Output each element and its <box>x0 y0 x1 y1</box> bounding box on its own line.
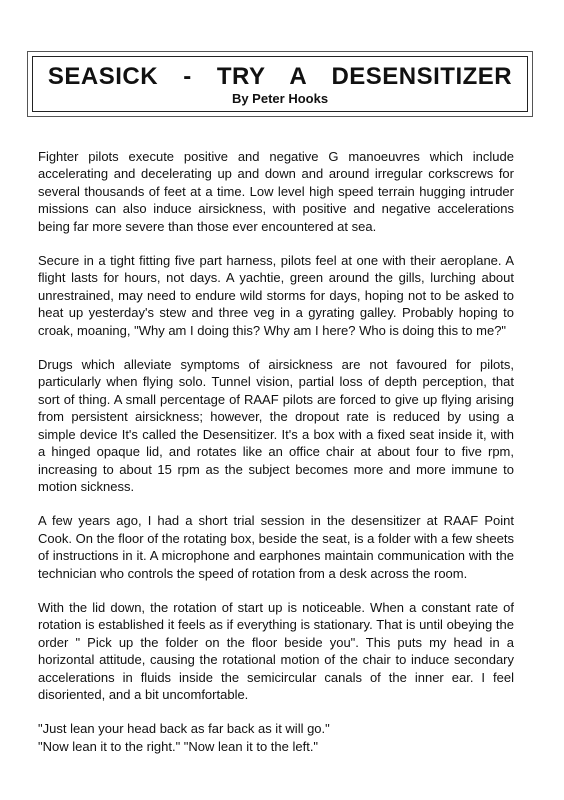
quote-1: "Just lean your head back as far back as it will go." <box>38 721 330 737</box>
article-title <box>33 63 527 91</box>
paragraph-3: Drugs which alleviate symptoms of airsickness are not favoured for pilots, particularly when flying solo. Tunnel vision, partial loss of depth perception, that sort of thing. A small percentage of RAAF pilots are forced to give up flying arising from persistent airsickness; however, the dropout rate is reduced by using a simple device It's called the Desensitizer. It's a box with a fixed seat inside it, with a hinged opaque lid, and rotates like an office chair at about four to five rpm, increasing to about 15 rpm as the subject becomes more and more immune to motion sickness. <box>38 357 514 494</box>
paragraph-1: Fighter pilots execute positive and negative G manoeuvres which include accelerating and decelerating up and down and around irregular corkscrews for several thousands of feet at a time. Low level high speed terrain hugging intruder missions can also induce airsickness, with positive and negative accelerations being far more severe than those ever encountered at sea. <box>38 149 514 234</box>
title-dash: - <box>183 63 192 90</box>
quote-2: "Now lean it to the right." "Now lean it to the left." <box>38 738 319 754</box>
title-left: SEASICK <box>47 63 159 90</box>
article-body <box>38 148 514 755</box>
paragraph-5: With the lid down, the rotation of start up is noticeable. When a constant rate of rotation is established it feels as if everything is stationary. That is until obeying the order " Pick up the folder on the floor beside you". This puts my head in a horizontal attitude, causing the rotational motion of the chair to induce secondary accelerations in fluids inside the semicircular canals of the inner ear. I feel disoriented, and a bit uncomfortable. <box>38 599 514 702</box>
title-box <box>32 56 528 112</box>
paragraph-4: A few years ago, I had a short trial session in the desensitizer at RAAF Point Cook. On the floor of the rotating box, beside the seat, is a folder with a few sheets of instructions in it. A microphone and earphones maintain communication with the technician who controls the speed of rotation from a desk across the room. <box>38 513 514 581</box>
byline: By Peter Hooks <box>231 91 329 106</box>
title-right: TRY A DESENSITIZER <box>216 63 513 90</box>
paragraph-2: Secure in a tight fitting five part harness, pilots feel at one with their aeroplane. A flight lasts for hours, not days. A yachtie, green around the gills, lurching about unrestrained, may need to endure wild storms for days, hoping not to be asked to heat up yesterday's stew and three veg in a gyrating galley. Probably hoping to croak, moaning, "Why am I doing this? Why am I here? Who is doing this to me?" <box>38 253 514 338</box>
